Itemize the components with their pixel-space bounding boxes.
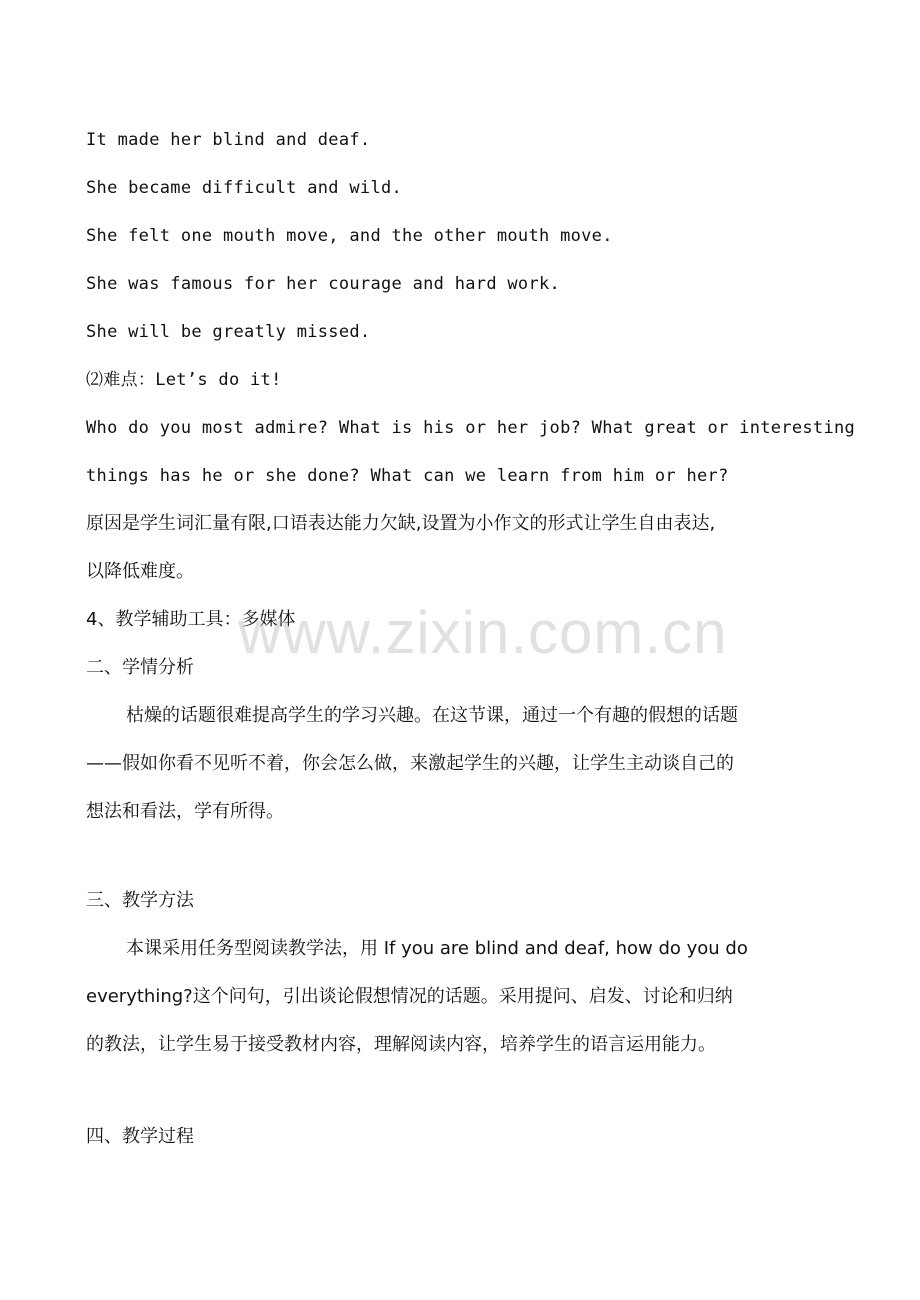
sentence-line: She felt one mouth move, and the other mouth move. (86, 226, 613, 246)
reason-line: 以降低难度。 (86, 561, 194, 582)
watermark: www.zixin.com.cn (238, 599, 728, 666)
section-heading-student-analysis: 二、学情分析 (86, 657, 194, 678)
sentence-line: She will be greatly missed. (86, 322, 371, 342)
paragraph-line: ——假如你看不见听不着，你会怎么做，来激起学生的兴趣，让学生主动谈自己的 (86, 753, 734, 774)
teaching-aids-line: 4、教学辅助工具：多媒体 (86, 609, 296, 630)
paragraph-line: 的教法，让学生易于接受教材内容，理解阅读内容，培养学生的语言运用能力。 (86, 1034, 716, 1055)
question-line: Who do you most admire? What is his or her job? What great or interesting (86, 418, 856, 438)
sentence-line: She became difficult and wild. (86, 178, 403, 198)
section-heading-teaching-process: 四、教学过程 (86, 1126, 194, 1147)
section-heading-teaching-methods: 三、教学方法 (86, 890, 194, 911)
sentence-line: She was famous for her courage and hard work. (86, 274, 561, 294)
reason-line: 原因是学生词汇量有限,口语表达能力欠缺,设置为小作文的形式让学生自由表达, (86, 513, 716, 534)
paragraph-line: everything?这个问句，引出谈论假想情况的话题。采用提问、启发、讨论和归纳 (86, 986, 733, 1007)
paragraph-line: 本课采用任务型阅读教学法，用 If you are blind and deaf, how do you do (126, 938, 748, 959)
question-line: things has he or she done? What can we learn from him or her? (86, 466, 729, 486)
difficulty-heading: ⑵难点：Let’s do it! (86, 370, 282, 390)
paragraph-line: 枯燥的话题很难提高学生的学习兴趣。在这节课，通过一个有趣的假想的话题 (126, 705, 738, 726)
sentence-line: It made her blind and deaf. (86, 130, 371, 150)
paragraph-line: 想法和看法，学有所得。 (86, 801, 284, 822)
